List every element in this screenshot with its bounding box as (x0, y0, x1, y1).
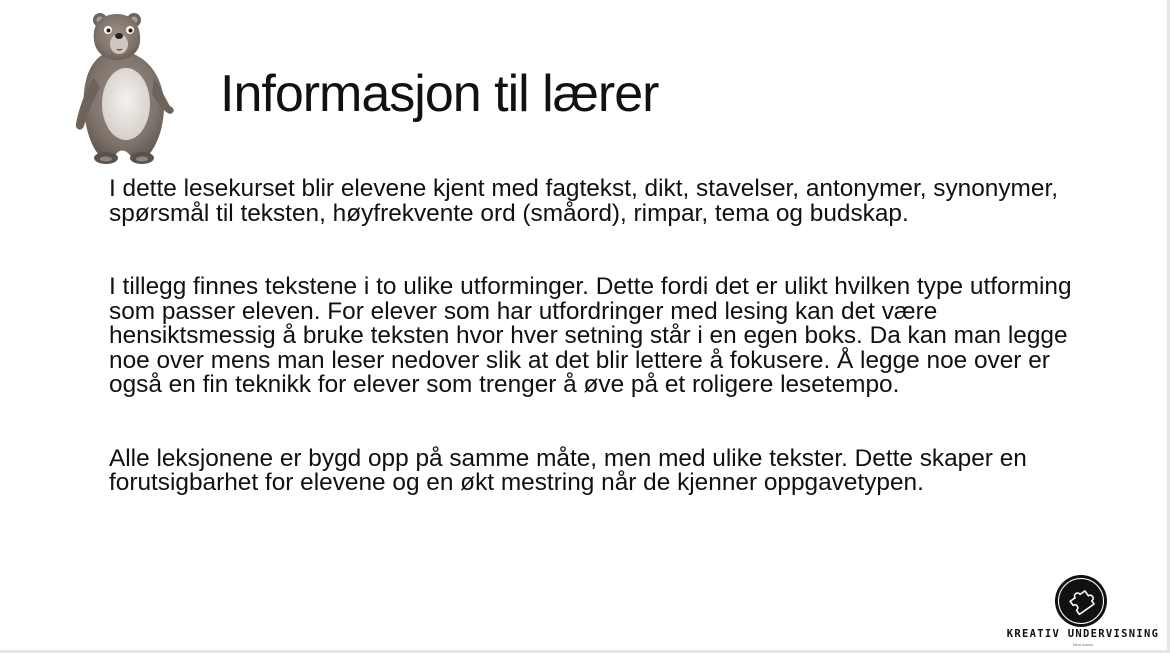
brand-logo (1004, 574, 1162, 650)
paragraph-intro: I dette lesekurset blir elevene kjent med fagtekst, dikt, stavelser, antonymer, synonymer, spørsmål til teksten, høyfrekvente ord (småord), rimpar, tema og budskap. (109, 175, 1058, 227)
slide-body (109, 177, 1099, 496)
logo-name: KREATIV UNDERVISNING (1006, 628, 1160, 640)
paragraph-structure: Alle leksjonene er bygd opp på samme måte, men med ulike tekster. Dette skaper en forutsigbarhet for elevene og en økt mestring når de kjenner oppgavetypen. (109, 444, 1027, 496)
paragraph-formats: I tillegg finnes tekstene i to ulike utforminger. Dette fordi det er ulikt hvilken type utforming som passer eleven. For elever som har utfordringer med lesing kan det være hensiktsmessig å bruke teksten hvor hver setning står i en egen boks. Da kan man legge noe over mens man leser nedover slik at det blir lettere å fokusere. Å legge noe over er også en fin teknikk for elever som trenger å øve på et roligere lesetempo. (109, 273, 1072, 398)
logo-subtitle: Nina Aasen (1072, 642, 1094, 647)
puzzle-piece-icon (1054, 574, 1108, 628)
bear-illustration (70, 8, 180, 166)
slide-title: Informasjon til lærer (220, 65, 659, 123)
